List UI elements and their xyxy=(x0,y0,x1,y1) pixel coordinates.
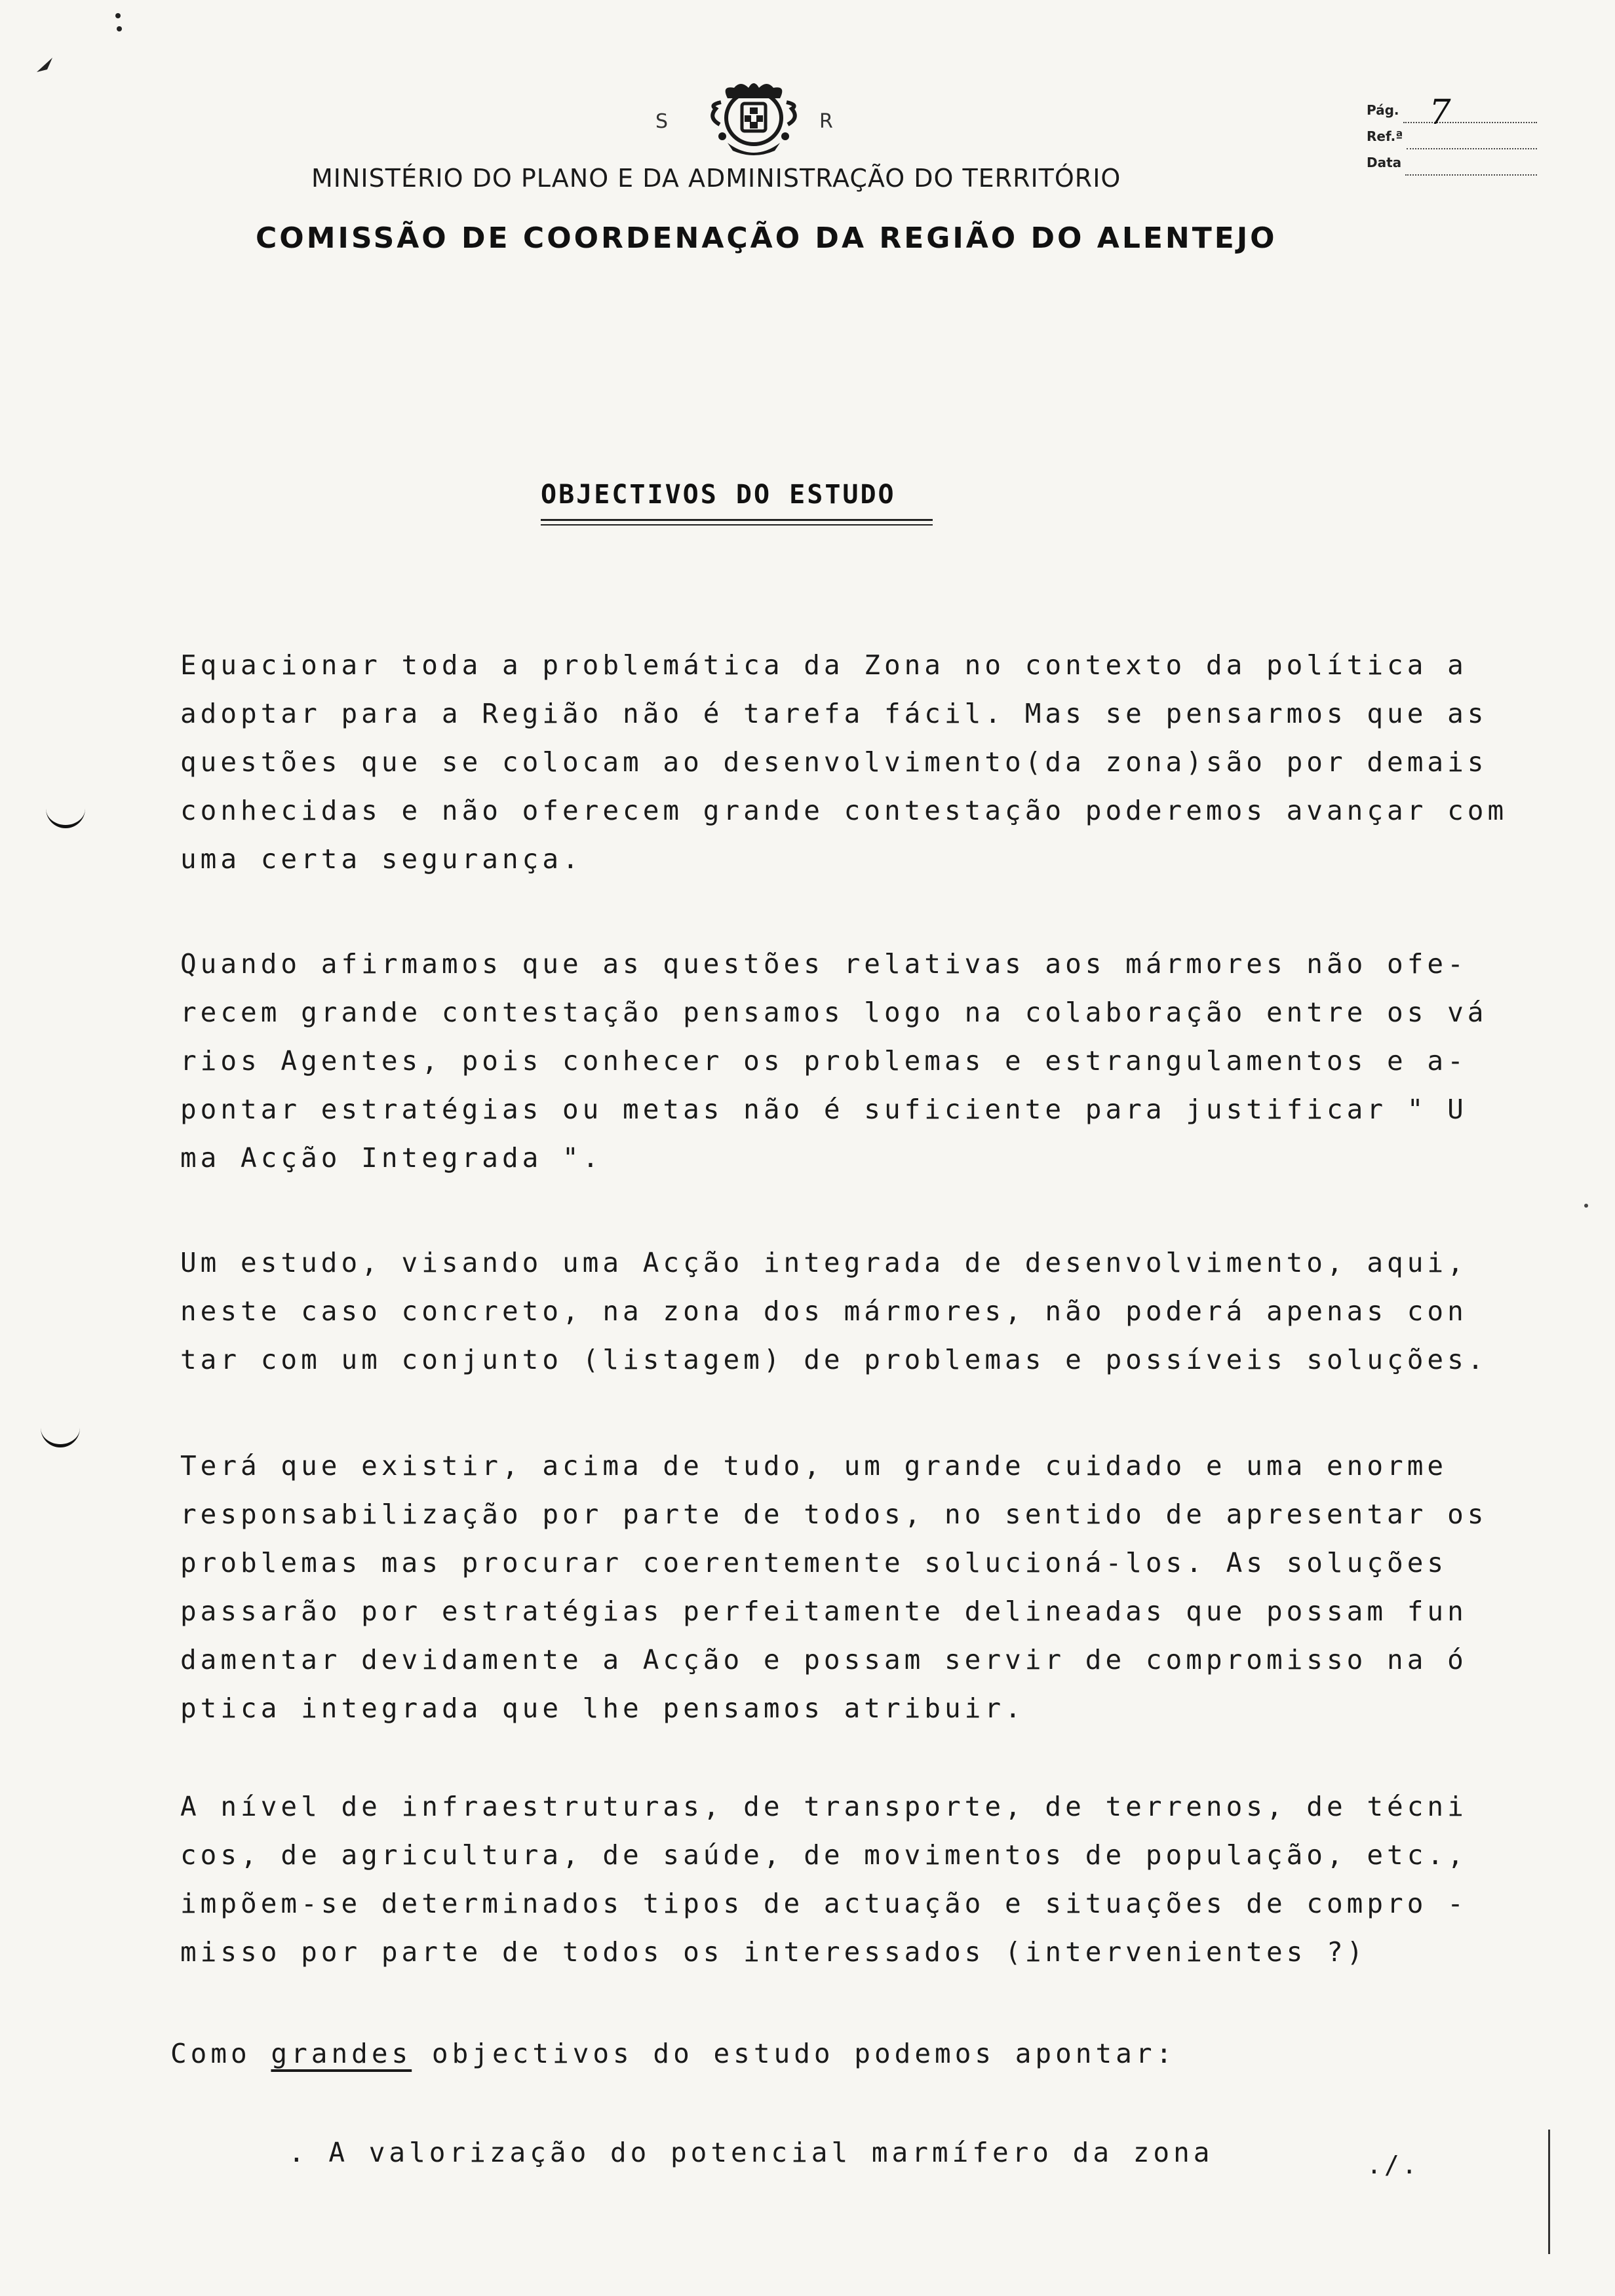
commission-name: COMISSÃO DE COORDENAÇÃO DA REGIÃO DO ALENTEJO xyxy=(256,221,1277,255)
paragraph-line: pontar estratégias ou metas não é suficiente para justificar " U xyxy=(180,1094,1468,1125)
margin-dots-mark xyxy=(105,7,131,39)
date-label: Data xyxy=(1367,155,1402,170)
paragraph-line: Um estudo, visando uma Acção integrada de desenvolvimento, aqui, xyxy=(180,1247,1468,1278)
paragraph-line: neste caso concreto, na zona dos mármores, não poderá apenas con xyxy=(180,1295,1468,1327)
paragraph-line: conhecidas e não oferecem grande contestação poderemos avançar com xyxy=(180,795,1508,826)
paragraph-line: uma certa segurança. xyxy=(180,843,583,875)
date-dots xyxy=(1405,160,1537,176)
paragraph-line: impõem-se determinados tipos de actuação e situações de compro - xyxy=(180,1888,1468,1919)
paragraph-line: problemas mas procurar coerentemente solucioná-los. As soluções xyxy=(180,1547,1448,1578)
intro-after: objectivos do estudo podemos apontar: xyxy=(412,2038,1177,2069)
margin-bracket-mark xyxy=(41,1422,80,1447)
page-number: 7 xyxy=(1429,93,1451,132)
paragraph-line: A nível de infraestruturas, de transporte, de terrenos, de técni xyxy=(180,1791,1468,1822)
paragraph-line: responsabilização por parte de todos, no sentido de apresentar os xyxy=(180,1499,1488,1530)
reference-box xyxy=(1367,93,1537,176)
page-label: Pág. xyxy=(1367,102,1399,118)
page-row xyxy=(1367,93,1537,132)
emblem-letter-r: R xyxy=(819,110,833,133)
paragraph-5 xyxy=(180,1782,1468,1976)
ref-label: Ref.ª xyxy=(1367,128,1403,144)
paragraph-line: ptica integrada que lhe pensamos atribuir. xyxy=(180,1693,1025,1724)
paragraph-2 xyxy=(180,940,1488,1182)
paragraph-line: Equacionar toda a problemática da Zona no contexto da política a xyxy=(180,649,1468,681)
ref-row xyxy=(1367,123,1537,149)
paragraph-line: questões que se colocam ao desenvolvimento(da zona)são por demais xyxy=(180,746,1488,778)
paragraph-4 xyxy=(180,1442,1488,1732)
title-underline xyxy=(541,519,933,526)
paragraph-line: recem grande contestação pensamos logo na colaboração entre os vá xyxy=(180,997,1488,1028)
continuation-mark: ./. xyxy=(1367,2151,1420,2179)
ministry-name: MINISTÉRIO DO PLANO E DA ADMINISTRAÇÃO DO TERRITÓRIO xyxy=(311,164,1121,193)
paragraph-line: ma Acção Integrada ". xyxy=(180,1142,603,1174)
objectives-intro xyxy=(170,2029,1449,2078)
page-dots xyxy=(1403,93,1537,132)
margin-dot-mark xyxy=(1580,1199,1593,1212)
paragraph-1 xyxy=(180,641,1508,883)
paragraph-line: rios Agentes, pois conhecer os problemas e estrangulamentos e a- xyxy=(180,1045,1468,1077)
objective-item: . A valorização do potencial marmífero da zona xyxy=(288,2137,1214,2168)
intro-underlined-word: grandes xyxy=(271,2038,412,2069)
paragraph-line: damentar devidamente a Acção e possam servir de compromisso na ó xyxy=(180,1644,1468,1675)
binder-edge-line xyxy=(1548,2130,1550,2254)
paragraph-line: Quando afirmamos que as questões relativas aos mármores não ofe- xyxy=(180,948,1468,980)
paragraph-line: tar com um conjunto (listagem) de problemas e possíveis soluções. xyxy=(180,1344,1488,1375)
date-row xyxy=(1367,149,1537,176)
paragraph-line: misso por parte de todos os interessados (intervenientes ?) xyxy=(180,1936,1367,1968)
intro-before: Como xyxy=(170,2038,271,2069)
paragraph-line: cos, de agricultura, de saúde, de movimentos de população, etc., xyxy=(180,1839,1468,1871)
margin-bracket-mark xyxy=(46,803,85,828)
paragraph-line: adoptar para a Região não é tarefa fácil. Mas se pensarmos que as xyxy=(180,698,1488,729)
emblem-letter-s: S xyxy=(655,110,669,133)
document-title: OBJECTIVOS DO ESTUDO xyxy=(541,480,896,510)
paragraph-3 xyxy=(180,1238,1488,1384)
paragraph-line: Terá que existir, acima de tudo, um grande cuidado e uma enorme xyxy=(180,1450,1448,1482)
objectives-intro-line xyxy=(170,2029,1449,2078)
ref-dots xyxy=(1407,134,1537,149)
coat-of-arms-icon xyxy=(701,79,806,164)
margin-arrow-mark xyxy=(33,52,59,79)
paragraph-line: passarão por estratégias perfeitamente delineadas que possam fun xyxy=(180,1596,1468,1627)
